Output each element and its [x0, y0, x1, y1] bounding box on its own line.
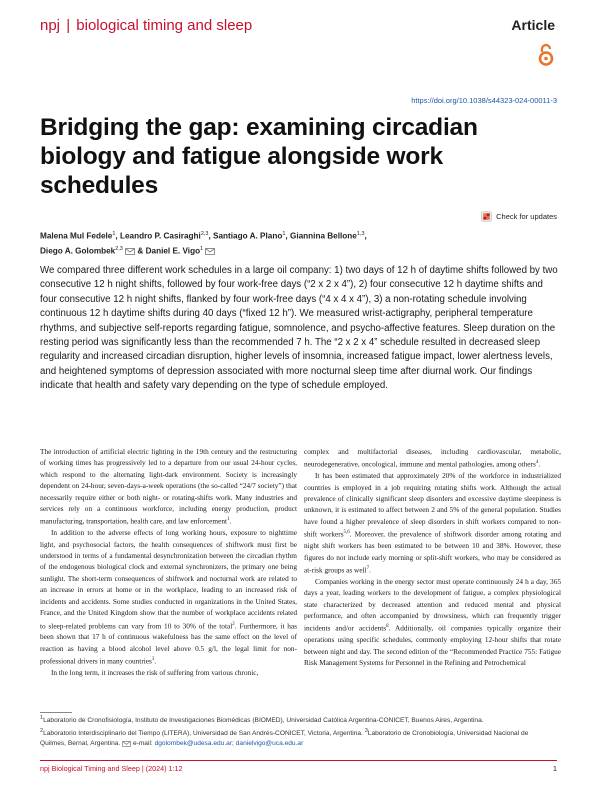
- body-paragraph: Companies working in the energy sector must operate continuously 24 h a day, 365 days a year, leading workers to the development of fatigue, a complex physiological state characterized by decreased attention and reduced mental and physical performance, and often accompanied by drowsiness, which can frequently trigger incidents and/or accidents$^8$. Additionally, oil companies typically organize their operations using specific schedules, commonly employing 12-hour shifts that rotate between night and day. The second edition of the “Recommended Practice 755: Fatigue Risk Management Systems for Personnel in the Refining and Petrochemical: [304, 576, 561, 667]
- body-paragraph: It has been estimated that approximately 20% of the workforce in industrialized countries is employed in a job requiring rotating shifts work. Although the actual prevalence of clinically significant sleep disorders and excessive daytime sleepiness is unknown, it is estimated to affect between 2 and 5% of the general population. Studies have found a higher prevalence of sleep disorders in shift workers compared to non-shift workers$^{5,6}$. Moreover, the prevalence of shiftwork disorder among rotating and night shift workers has been estimated to be between 10 and 38%. However, these figures do not include early morning or split-shift workers, who may be considered as at-risk groups as well$^7$.: [304, 471, 561, 575]
- article-type-label: Article: [511, 17, 555, 33]
- journal-title: biological timing and sleep: [76, 17, 253, 34]
- mail-icon: [122, 741, 131, 747]
- author-affiliation: 2,3: [115, 245, 123, 252]
- body-paragraph: In addition to the adverse effects of long working hours, exposure to nighttime light, and psychosocial factors, the health consequences of shiftwork must first be understood in terms of a fundamental desynchronization between the circadian rhythm of the endogenous biological clock and external synchronizers, the primary one being sunlight. The short-term consequences of shiftwork and nocturnal work are related to an increase in errors at home or in the workplace, leading to an increased risk of incidents and accidents. Some studies conducted in organizations in the United States, France, and the United Kingdom show that the number of workplace accidents related to sleep-related problems can vary from 10 to 30% of the total$^2$. Furthermore, it has been shown that 17 h of continuous wakefulness has the same effect on the level of reaction as having a blood alcohol level above 0.5 g/l, the legal limit for non-professional drivers in many countries$^3$.: [40, 528, 297, 666]
- author-name[interactable]: Malena Mul Fedele: [40, 231, 113, 241]
- author-name[interactable]: Daniel E. Vigo: [145, 246, 201, 256]
- author-affiliation: 1: [282, 231, 286, 237]
- author-name[interactable]: Santiago A. Plano: [213, 231, 283, 241]
- doi-link[interactable]: https://doi.org/10.1038/s44323-024-00011-3: [411, 96, 557, 105]
- author-affiliation: 1,3: [356, 231, 365, 237]
- abstract: We compared three different work schedules in a large oil company: 1) two days of 12 h of daytime shifts followed by two consecutive 12 h night shifts, followed by four work-free days (“2 x 2 x 4”), 2) four consecutive 12 h daytime shifts and four consecutive 12 h night shifts, flanked by four work-free days (“4 x 4 x 4”), 3) a non-rotating schedule involving continuous 12 h daytime shifts during 40 days (“fixed 12 h”). We measured wrist-actigraphy, peripheral temperature rhythms, and subjective self-reports regarding fatigue, somnolence, and psycho-affective features. Sleep duration on the resting period was significantly less than the recommended 7 h. The “2 x 2 x 4” schedule resulted in decreased sleep regularity and increased circadian disruption, higher levels of insomnia, increased fatigue impact, lower alertness levels, and heightened symptoms of depression associated with more nocturnal sleep time after diurnal work. Our findings indicate that health and safety vary depending on the type of schedule employed.: [40, 265, 558, 392]
- journal-name: [40, 17, 252, 34]
- article-title: Bridging the gap: examining circadian biology and fatigue alongside work schedules: [40, 114, 478, 199]
- affiliation-1: Laboratorio de Cronofisiología, Instituto de Investigaciones Biomédicas (BIOMED), Universidad Católica Argentina-CONICET, Buenos Aires, Argentina.: [43, 717, 484, 725]
- author-affiliation: 1: [200, 245, 204, 252]
- body-paragraph: The introduction of artificial electric lighting in the 19th century and the restructuring of working times has progressively led to a departure from our usual 24-hour cycles, which respond to the alternating light-dark environment. Society is increasingly dependent on 24-hour, seven-days-a-week operations (the so-called “24/7 society”) that necessarily require either or both night- or rotating-shifts work. Many industries and services rely on a continuous workforce, including energy production, product manufacturing, transportation, health care, and law enforcement$^1$.: [40, 447, 297, 526]
- email-link[interactable]: dgolombek@udesa.edu.ar: [154, 740, 233, 748]
- affiliations: $^1$Laboratorio de Cronofisiología, Instituto de Investigaciones Biomédicas (BIOMED), Universidad Católica Argentina-CONICET, Buenos Aires, Argentina. $^2$Laboratorio Interdisciplinario del Tiempo (LITERA), Universidad de San Andrés-CONICET, Victoria, Argentina. $^3$Laboratorio de Cronobiología, Universidad Nacional de Quilmes, Bernal, Argentina. e-mail: dgolombek@udesa.edu.ar; danielvigo@uca.edu.ar: [40, 715, 529, 748]
- check-updates-label: Check for updates: [496, 212, 557, 221]
- citation-ref[interactable]: 7: [366, 565, 370, 571]
- footer-journal: npj Biological Timing and Sleep: [40, 764, 140, 773]
- author-affiliation: 1: [112, 231, 116, 237]
- author-name[interactable]: Leandro P. Casiraghi: [119, 231, 201, 241]
- email-label: e-mail:: [132, 740, 153, 748]
- mail-icon[interactable]: [125, 248, 135, 255]
- body-paragraph: complex and multifactorial diseases, including cardiovascular, metabolic, neurodegenerative, oncological, immune and mental pathologies, among others$^4$.: [304, 447, 561, 469]
- citation-ref[interactable]: 3: [151, 657, 155, 663]
- check-updates-icon: [481, 211, 492, 222]
- author-list: Malena Mul Fedele$^1$, Leandro P. Casiraghi$^{2,3}$, Santiago A. Plano$^1$, Giannina Bellone$^{1,3}$, Diego A. Golombek$^{2,3}$ & Daniel E. Vigo$^1$: [40, 231, 367, 256]
- footer-volume: (2024) 1:12: [145, 764, 183, 773]
- body-column-left: [40, 446, 297, 678]
- citation-ref[interactable]: 5,6: [343, 530, 350, 536]
- citation-ref[interactable]: 4: [535, 460, 539, 466]
- citation-ref[interactable]: 2: [232, 621, 235, 627]
- page-number: 1: [552, 764, 557, 773]
- footer-separator: |: [141, 764, 144, 773]
- journal-prefix: npj: [40, 17, 61, 34]
- open-access-icon: [537, 43, 555, 67]
- affiliation-2: Laboratorio Interdisciplinario del Tiempo (LITERA), Universidad de San Andrés-CONICET, Victoria, Argentina.: [43, 730, 363, 738]
- journal-separator: |: [66, 17, 71, 34]
- check-updates-button[interactable]: [481, 211, 557, 222]
- author-name[interactable]: Diego A. Golombek: [40, 246, 116, 256]
- citation-ref[interactable]: 8: [386, 624, 389, 630]
- author-name[interactable]: Giannina Bellone: [289, 231, 357, 241]
- citation-ref[interactable]: 1: [227, 517, 230, 523]
- footer-citation: [40, 764, 183, 773]
- author-affiliation: 2,3: [200, 231, 209, 237]
- body-paragraph: In the long term, it increases the risk of suffering from various chronic,: [51, 667, 259, 677]
- email-link[interactable]: danielvigo@uca.edu.ar: [235, 740, 304, 748]
- affiliation-3: Laboratorio de Cronobiología, Universidad Nacional de Quilmes, Bernal, Argentina.: [40, 730, 529, 748]
- mail-icon[interactable]: [205, 248, 215, 255]
- footer-divider: [40, 760, 557, 761]
- body-column-right: [304, 446, 561, 668]
